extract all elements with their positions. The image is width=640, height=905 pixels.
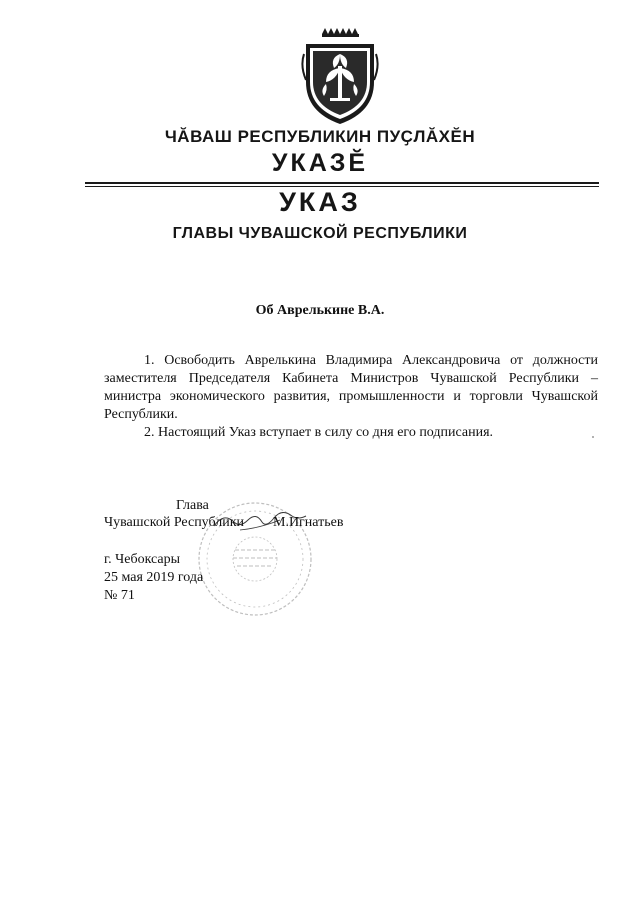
signatory-name: М.Игнатьев xyxy=(273,515,344,530)
issue-city: г. Чебоксары xyxy=(104,552,181,567)
decree-number: № 71 xyxy=(104,588,135,603)
scan-speck xyxy=(592,436,594,438)
header-divider-thick xyxy=(85,182,599,184)
decree-body xyxy=(104,352,598,442)
decree-paragraph-2: 2. Настоящий Указ вступает в силу со дня его подписания. xyxy=(144,425,494,440)
signatory-organization: Чувашской Республики xyxy=(104,515,245,530)
header-glavy: ГЛАВЫ ЧУВАШСКОЙ РЕСПУБЛИКИ xyxy=(172,225,468,242)
issue-details xyxy=(104,551,203,605)
decree-paragraph-1: 1. Освободить Аврелькина Владимира Александровича от должности заместителя Председателя Кабинета Министров Чувашской Республики – министра экономического развития, промышленности и торговли Чувашской Республики. xyxy=(104,353,598,422)
issue-date: 25 мая 2019 года xyxy=(104,570,204,585)
decree-subject: Об Аврелькине В.А. xyxy=(255,303,385,318)
header-chuvash-line: ЧӐВАШ РЕСПУБЛИКИН ПУҪЛӐХӖН xyxy=(164,127,476,146)
header-ukaz: УКАЗ xyxy=(279,187,361,217)
signatory-title: Глава xyxy=(176,498,209,513)
header-chuvash-ukaze: УКАЗӖ xyxy=(271,149,369,177)
coat-of-arms-icon xyxy=(300,24,380,126)
